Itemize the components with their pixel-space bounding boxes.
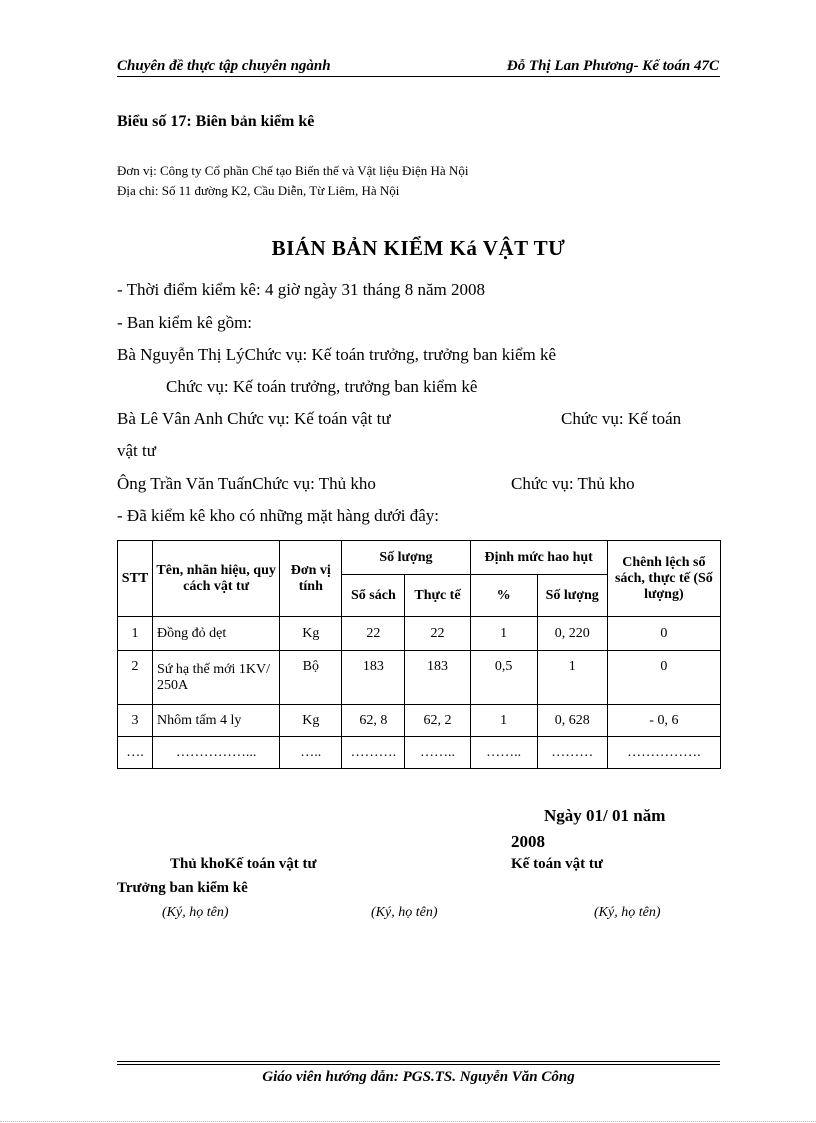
- cell-actual: ……..: [405, 737, 470, 769]
- cell-difference: …………….: [607, 737, 720, 769]
- sign-note-1: (Ký, họ tên): [162, 905, 229, 920]
- cell-book: ……….: [342, 737, 405, 769]
- sign-note-2: (Ký, họ tên): [371, 905, 438, 920]
- cell-difference: 0: [607, 617, 720, 651]
- cell-actual: 183: [405, 651, 470, 705]
- footer-text: Giáo viên hướng dẫn: PGS.TS. Nguyễn Văn Công: [262, 1069, 575, 1085]
- member2-continuation: vật tư: [117, 441, 156, 460]
- inventory-table: [117, 540, 721, 769]
- table-row: [118, 651, 721, 705]
- member3-line: Ông Trần Văn TuấnChức vụ: Thủ kho: [117, 474, 376, 493]
- table-row: [118, 617, 721, 651]
- header-amount: Số lượng: [537, 575, 607, 617]
- cell-actual: 22: [405, 617, 470, 651]
- date-line: Ngày 01/ 01 năm: [544, 806, 666, 825]
- cell-name: Nhôm tấm 4 ly: [153, 705, 280, 737]
- cell-stt: 1: [118, 617, 153, 651]
- cell-amount: 0, 628: [537, 705, 607, 737]
- document-title: BIÁN BẢN KIỂM Ká VẬT TƯ: [271, 236, 566, 260]
- cell-percent: 0,5: [470, 651, 537, 705]
- page-edge: [0, 1121, 816, 1122]
- cell-book: 183: [342, 651, 405, 705]
- cell-amount: 0, 220: [537, 617, 607, 651]
- sign-note-3: (Ký, họ tên): [594, 905, 661, 920]
- cell-name: Sứ hạ thế mới 1KV/ 250A: [153, 651, 280, 705]
- cell-book: 22: [342, 617, 405, 651]
- header-book: Sổ sách: [342, 575, 405, 617]
- inventory-time: - Thời điểm kiểm kê: 4 giờ ngày 31 tháng 8 năm 2008: [117, 280, 485, 299]
- header-stt: STT: [118, 541, 153, 617]
- board-heading: - Ban kiểm kê gồm:: [117, 313, 253, 332]
- header-unit: Đơn vị tính: [280, 541, 342, 617]
- inventory-intro: - Đã kiểm kê kho có những mặt hàng dưới đây:: [117, 506, 440, 525]
- cell-percent: ……..: [470, 737, 537, 769]
- cell-stt: 3: [118, 705, 153, 737]
- header-actual: Thực tế: [405, 575, 470, 617]
- cell-book: 62, 8: [342, 705, 405, 737]
- cell-unit: Bộ: [280, 651, 342, 705]
- header-norm: Định mức hao hụt: [470, 541, 607, 575]
- cell-name: Đồng đỏ dẹt: [153, 617, 280, 651]
- cell-percent: 1: [470, 617, 537, 651]
- header-left: Chuyên đề thực tập chuyên ngành: [117, 58, 331, 74]
- header-divider: [117, 76, 720, 77]
- header-quantity: Số lượng: [342, 541, 470, 575]
- table-row: [118, 737, 721, 769]
- footer-divider: [117, 1064, 720, 1065]
- header-difference: Chênh lệch sổ sách, thực tế (Số lượng): [607, 541, 720, 617]
- member1-role: Chức vụ: Kế toán trưởng, trưởng ban kiểm kê: [166, 377, 478, 396]
- signature-row1: Thủ khoKế toán vật tư: [170, 856, 317, 872]
- footer-divider: [117, 1061, 720, 1062]
- cell-name: ……………...: [153, 737, 280, 769]
- cell-percent: 1: [470, 705, 537, 737]
- cell-stt: ….: [118, 737, 153, 769]
- cell-unit: …..: [280, 737, 342, 769]
- date-year: 2008: [511, 832, 545, 851]
- header-right: Đỗ Thị Lan Phương- Kế toán 47C: [506, 58, 719, 74]
- cell-difference: - 0, 6: [607, 705, 720, 737]
- cell-unit: Kg: [280, 617, 342, 651]
- cell-difference: 0: [607, 651, 720, 705]
- member3-role: Chức vụ: Thủ kho: [511, 474, 635, 493]
- table-row: [118, 705, 721, 737]
- header-name: Tên, nhãn hiệu, quy cách vật tư: [153, 541, 280, 617]
- signature-row1-right: Kế toán vật tư: [511, 856, 603, 872]
- form-number: Biểu số 17: Biên bản kiểm kê: [117, 113, 315, 130]
- signature-row2: Trưởng ban kiểm kê: [117, 880, 248, 896]
- member1-line: Bà Nguyễn Thị LýChức vụ: Kế toán trưởng, trưởng ban kiểm kê: [117, 345, 557, 364]
- cell-actual: 62, 2: [405, 705, 470, 737]
- member2-line: Bà Lê Vân Anh Chức vụ: Kế toán vật tư: [117, 409, 391, 428]
- cell-unit: Kg: [280, 705, 342, 737]
- address-line: Địa chỉ: Số 11 đường K2, Cầu Diễn, Từ Liêm, Hà Nội: [117, 183, 400, 198]
- cell-amount: ………: [537, 737, 607, 769]
- header-percent: %: [470, 575, 537, 617]
- cell-stt: 2: [118, 651, 153, 705]
- cell-amount: 1: [537, 651, 607, 705]
- unit-line: Đơn vị: Công ty Cổ phần Chế tạo Biến thế và Vật liệu Điện Hà Nội: [117, 163, 469, 178]
- member2-role: Chức vụ: Kế toán: [561, 409, 682, 428]
